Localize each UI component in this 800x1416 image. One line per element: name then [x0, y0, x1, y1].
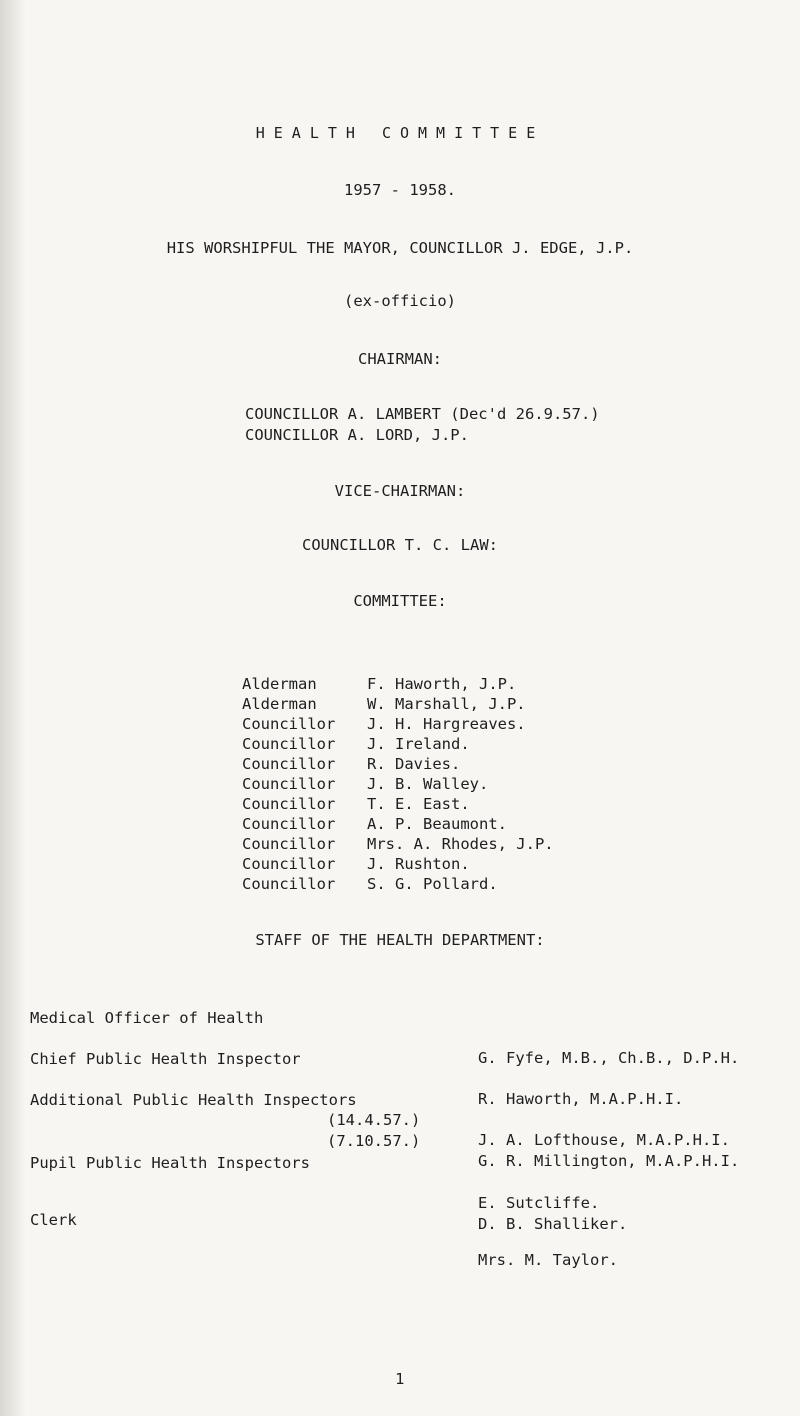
committee-years: 1957 - 1958. — [344, 181, 456, 199]
vice-chairman-name: COUNCILLOR T. C. LAW: — [302, 536, 498, 554]
member-title: Alderman — [242, 695, 317, 713]
staff-date: (7.10.57.) — [327, 1132, 421, 1150]
list-item — [242, 774, 554, 794]
member-title: Alderman — [242, 675, 317, 693]
ex-officio-note: (ex-officio) — [344, 292, 456, 310]
staff-role: Pupil Public Health Inspectors — [30, 1154, 310, 1172]
member-title: Councillor — [242, 835, 336, 853]
list-item — [242, 854, 554, 874]
list-item — [242, 754, 554, 774]
staff-name: D. B. Shalliker. — [478, 1215, 628, 1233]
staff-role: Medical Officer of Health — [30, 1009, 264, 1027]
chairman-line-2: COUNCILLOR A. LORD, J.P. — [245, 426, 469, 444]
member-name: A. P. Beaumont. — [367, 815, 507, 833]
staff-name: E. Sutcliffe. — [478, 1194, 600, 1212]
chairman-line-1: COUNCILLOR A. LAMBERT (Dec'd 26.9.57.) — [245, 405, 600, 423]
member-name: T. E. East. — [367, 795, 470, 813]
member-name: J. H. Hargreaves. — [367, 715, 526, 733]
member-name: J. Ireland. — [367, 735, 470, 753]
member-name: J. Rushton. — [367, 855, 470, 873]
page-number: 1 — [395, 1370, 405, 1388]
member-name: R. Davies. — [367, 755, 461, 773]
staff-name: G. Fyfe, M.B., Ch.B., D.P.H. — [478, 1049, 740, 1067]
list-item — [242, 694, 554, 714]
member-title: Councillor — [242, 855, 336, 873]
member-title: Councillor — [242, 795, 336, 813]
page-title: HEALTH COMMITTEE — [255, 124, 545, 142]
list-item — [242, 874, 554, 894]
staff-name: R. Haworth, M.A.P.H.I. — [478, 1090, 684, 1108]
list-item — [242, 674, 554, 694]
vice-chairman-heading: VICE-CHAIRMAN: — [334, 482, 466, 500]
staff-name: G. R. Millington, M.A.P.H.I. — [478, 1152, 740, 1170]
member-title: Councillor — [242, 875, 336, 893]
member-name: F. Haworth, J.P. — [367, 675, 517, 693]
member-name: J. B. Walley. — [367, 775, 489, 793]
list-item — [242, 734, 554, 754]
staff-name: Mrs. M. Taylor. — [478, 1251, 618, 1269]
committee-heading: COMMITTEE: — [353, 592, 447, 610]
member-name: Mrs. A. Rhodes, J.P. — [367, 835, 554, 853]
member-title: Councillor — [242, 775, 336, 793]
committee-member-list — [242, 674, 554, 894]
member-title: Councillor — [242, 755, 336, 773]
member-name: S. G. Pollard. — [367, 875, 498, 893]
member-title: Councillor — [242, 715, 336, 733]
staff-role: Clerk — [30, 1211, 77, 1229]
chairman-heading: CHAIRMAN: — [358, 350, 442, 368]
list-item — [242, 714, 554, 734]
staff-date: (14.4.57.) — [327, 1111, 421, 1129]
list-item — [242, 814, 554, 834]
list-item — [242, 794, 554, 814]
member-title: Councillor — [242, 815, 336, 833]
mayor-ex-officio-line: HIS WORSHIPFUL THE MAYOR, COUNCILLOR J. EDGE, J.P. — [166, 239, 634, 257]
list-item — [242, 834, 554, 854]
staff-heading: STAFF OF THE HEALTH DEPARTMENT: — [255, 931, 545, 949]
staff-role: Additional Public Health Inspectors — [30, 1091, 357, 1109]
staff-role: Chief Public Health Inspector — [30, 1050, 301, 1068]
member-title: Councillor — [242, 735, 336, 753]
staff-name: J. A. Lofthouse, M.A.P.H.I. — [478, 1131, 730, 1149]
member-name: W. Marshall, J.P. — [367, 695, 526, 713]
